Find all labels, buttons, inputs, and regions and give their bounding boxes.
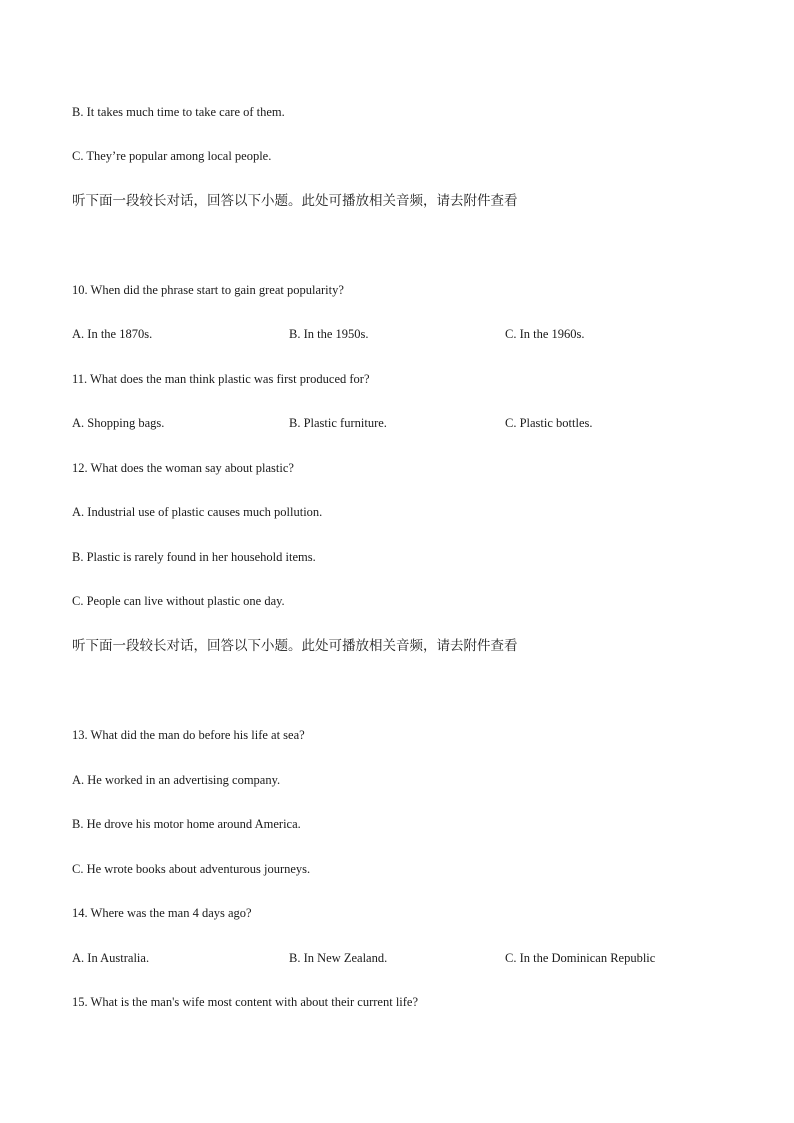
q15-question: 15. What is the man's wife most content with about their current life?	[72, 995, 419, 1009]
q11-option-b: B. Plastic furniture.	[289, 416, 387, 430]
q13-option-c: C. He wrote books about adventurous journeys.	[72, 862, 311, 876]
q14-option-c: C. In the Dominican Republic	[505, 951, 656, 965]
q11-options	[72, 415, 752, 431]
q13-option-a: A. He worked in an advertising company.	[72, 773, 281, 787]
q12-option-c: C. People can live without plastic one day.	[72, 594, 285, 608]
q12-option-a: A. Industrial use of plastic causes much pollution.	[72, 505, 323, 519]
q9-option-b: B. It takes much time to take care of them.	[72, 105, 285, 119]
q10-option-b: B. In the 1950s.	[289, 327, 369, 341]
q12-question: 12. What does the woman say about plastic?	[72, 461, 294, 475]
q14-option-a: A. In Australia.	[72, 951, 150, 965]
q14-options	[72, 950, 752, 966]
q14-option-b: B. In New Zealand.	[289, 951, 388, 965]
section-instruction: 听下面一段较长对话，回答以下小题。此处可播放相关音频，请去附件查看	[72, 638, 518, 654]
q13-question: 13. What did the man do before his life at sea?	[72, 728, 305, 742]
q10-option-c: C. In the 1960s.	[505, 327, 585, 341]
q10-option-a: A. In the 1870s.	[72, 327, 153, 341]
q10-options	[72, 326, 752, 342]
section-instruction: 听下面一段较长对话，回答以下小题。此处可播放相关音频，请去附件查看	[72, 193, 518, 209]
q14-question: 14. Where was the man 4 days ago?	[72, 906, 252, 920]
q10-question: 10. When did the phrase start to gain great popularity?	[72, 283, 344, 297]
q11-option-a: A. Shopping bags.	[72, 416, 165, 430]
q13-option-b: B. He drove his motor home around America.	[72, 817, 301, 831]
q11-option-c: C. Plastic bottles.	[505, 416, 593, 430]
q9-option-c: C. They’re popular among local people.	[72, 149, 272, 163]
q11-question: 11. What does the man think plastic was first produced for?	[72, 372, 370, 386]
q12-option-b: B. Plastic is rarely found in her household items.	[72, 550, 316, 564]
